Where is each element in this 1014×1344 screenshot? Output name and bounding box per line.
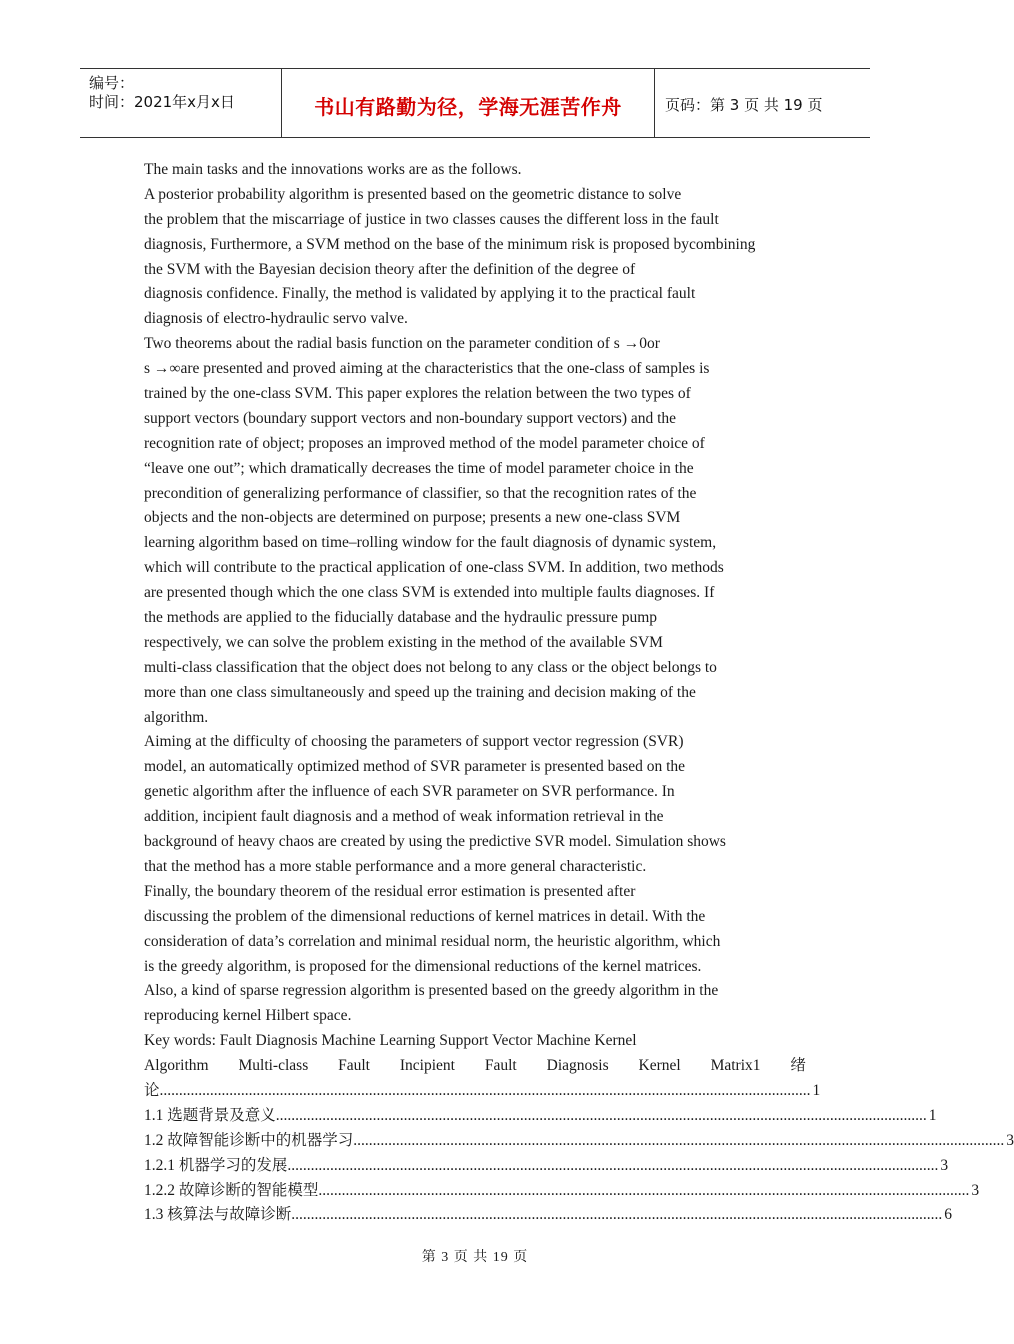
text-line: “leave one out”; which dramatically decreases the time of model parameter choice in the [144, 459, 694, 477]
keyword-word: Fault [338, 1057, 370, 1075]
table-of-contents [144, 1079, 1014, 1228]
text-line: algorithm. [144, 708, 209, 726]
text-line: the SVM with the Bayesian decision theory after the definition of the degree of [144, 260, 636, 278]
text-line: which will contribute to the practical application of one-class SVM. In addition, two methods [144, 559, 724, 577]
header-table [80, 68, 870, 138]
text-line: more than one class simultaneously and speed up the training and decision making of the [144, 683, 696, 701]
text-line: Aiming at the difficulty of choosing the parameters of support vector regression (SVR) [144, 733, 684, 751]
toc-page-number: 3 [940, 1156, 949, 1174]
toc-entry[interactable] [144, 1129, 1014, 1154]
toc-title: 1.2 故障智能诊断中的机器学习 [144, 1131, 354, 1149]
text-line: consideration of data’s correlation and minimal residual norm, the heuristic algorithm, which [144, 932, 721, 950]
toc-page-number: 1 [812, 1081, 821, 1099]
toc-title: 1.2.2 故障诊断的智能模型 [144, 1181, 319, 1199]
text-line: Also, a kind of sparse regression algorithm is presented based on the greedy algorithm in the [144, 982, 719, 1000]
text-line: recognition rate of object; proposes an improved method of the model parameter choice of [144, 434, 705, 452]
text-line: trained by the one-class SVM. This paper explores the relation between the two types of [144, 385, 691, 403]
text-line: that the method has a more stable performance and a more general characteristic. [144, 857, 647, 875]
text-line: Key words: Fault Diagnosis Machine Learning Support Vector Machine Kernel [144, 1032, 637, 1050]
keyword-word: 绪 [790, 1057, 806, 1075]
text-line: discussing the problem of the dimensional reductions of kernel matrices in detail. With the [144, 907, 706, 925]
text-line: is the greedy algorithm, is proposed for the dimensional reductions of the kernel matrices. [144, 957, 702, 975]
toc-page-number: 1 [928, 1106, 937, 1124]
text-line: reproducing kernel Hilbert space. [144, 1007, 352, 1025]
keyword-word: Diagnosis [546, 1057, 609, 1075]
toc-entry[interactable] [144, 1079, 821, 1104]
toc-title: 1.2.1 机器学习的发展 [144, 1156, 288, 1174]
text-line: support vectors (boundary support vectors and non-boundary support vectors) and the [144, 409, 677, 427]
text-line: respectively, we can solve the problem existing in the method of the available SVM [144, 633, 663, 651]
text-line: A posterior probability algorithm is presented based on the geometric distance to solve [144, 185, 682, 203]
toc-leader-dots: ........................................................................................................................................................................ [275, 1106, 927, 1124]
header-motto-cell [282, 69, 655, 137]
text-line: multi-class classification that the object does not belong to any class or the object belongs to [144, 658, 717, 676]
toc-leader-dots: ........................................................................................................................................................................ [159, 1081, 811, 1099]
motto: 书山有路勤为径，学海无涯苦作舟 [314, 95, 622, 119]
keyword-word: Multi-class [238, 1057, 309, 1075]
page-label: 页码：第 3 页 共 19 页 [665, 96, 823, 114]
keyword-word: Fault [484, 1057, 517, 1075]
toc-leader-dots: ........................................................................................................................................................................ [287, 1156, 939, 1174]
toc-page-number: 6 [944, 1206, 953, 1224]
toc-leader-dots: ........................................................................................................................................................................ [291, 1206, 943, 1224]
text-line: Two theorems about the radial basis function on the parameter condition of s →0or [144, 335, 660, 353]
text-line: diagnosis, Furthermore, a SVM method on the base of the minimum risk is proposed bycombining [144, 235, 756, 253]
page-footer: 第 3 页 共 19 页 [421, 1250, 529, 1265]
text-line: the problem that the miscarriage of justice in two classes causes the different loss in the fault [144, 210, 719, 228]
text-line: the methods are applied to the fiducially database and the hydraulic pressure pump [144, 609, 658, 627]
text-line: are presented though which the one class SVM is extended into multiple faults diagnoses. If [144, 584, 715, 602]
time-label: 时间：2021年x月x日 [89, 93, 235, 111]
text-line: addition, incipient fault diagnosis and a method of weak information retrieval in the [144, 808, 664, 826]
toc-leader-dots: ........................................................................................................................................................................ [353, 1131, 1005, 1149]
text-line: objects and the non-objects are determined on purpose; presents a new one-class SVM [144, 509, 681, 527]
text-line: diagnosis of electro-hydraulic servo valve. [144, 310, 408, 328]
text-line: diagnosis confidence. Finally, the method is validated by applying it to the practical fault [144, 285, 696, 303]
toc-title: 1.3 核算法与故障诊断 [144, 1206, 292, 1224]
header-info-cell [80, 69, 282, 137]
text-line: model, an automatically optimized method of SVR parameter is presented based on the [144, 758, 686, 776]
toc-entry[interactable] [144, 1154, 949, 1179]
toc-leader-dots: ........................................................................................................................................................................ [318, 1181, 970, 1199]
text-line: precondition of generalizing performance of classifier, so that the recognition rates of the [144, 484, 697, 502]
abstract-body [144, 158, 1014, 1228]
text-line: genetic algorithm after the influence of each SVR parameter on SVR performance. In [144, 783, 675, 801]
keywords-line-2 [144, 1054, 806, 1079]
keyword-word: Incipient [399, 1057, 455, 1075]
toc-entry[interactable] [144, 1203, 953, 1228]
toc-entry[interactable] [144, 1179, 980, 1204]
toc-title: 论 [144, 1081, 160, 1099]
number-label: 编号： [89, 74, 135, 92]
text-line: s →∞are presented and proved aiming at the characteristics that the one-class of samples is [144, 360, 710, 378]
text-line: background of heavy chaos are created by using the predictive SVR model. Simulation shows [144, 833, 726, 851]
abstract-lines [144, 158, 806, 1054]
keyword-word: Algorithm [144, 1057, 209, 1075]
text-line: learning algorithm based on time–rolling window for the fault diagnosis of dynamic system, [144, 534, 717, 552]
text-line: Finally, the boundary theorem of the residual error estimation is presented after [144, 882, 636, 900]
toc-title: 1.1 选题背景及意义 [144, 1106, 276, 1124]
text-line: The main tasks and the innovations works are as the follows. [144, 161, 522, 178]
toc-entry[interactable] [144, 1104, 937, 1129]
header-page-cell [655, 69, 870, 137]
keyword-word: Kernel [638, 1057, 681, 1075]
toc-page-number: 3 [971, 1181, 980, 1199]
keyword-word: Matrix1 [710, 1057, 761, 1075]
toc-page-number: 3 [1006, 1131, 1014, 1149]
